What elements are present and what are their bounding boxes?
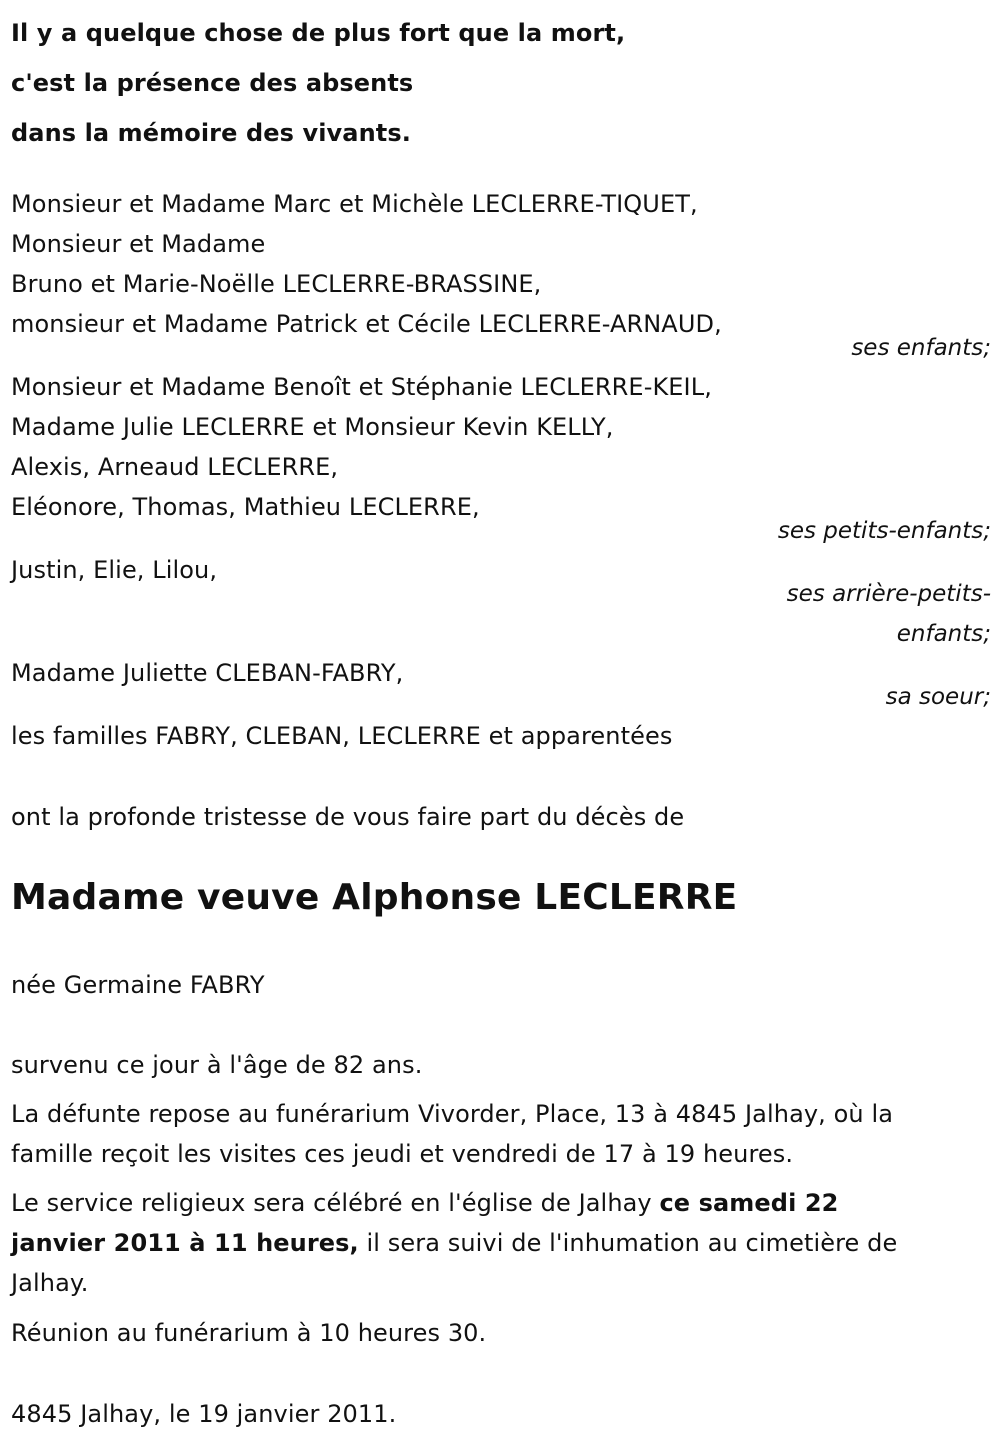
sister-block bbox=[11, 653, 991, 693]
maiden-name bbox=[11, 965, 991, 1005]
grandchildren-line: Madame Julie LECLERRE et Monsieur Kevin KELLY, bbox=[11, 413, 614, 441]
great-grandchildren-role-2: enfants; bbox=[896, 621, 991, 647]
service-line-3: Jalhay. bbox=[11, 1269, 89, 1297]
reunion-text bbox=[11, 1313, 991, 1353]
children-block bbox=[11, 184, 991, 344]
service-date-bold: ce samedi 22 bbox=[659, 1189, 839, 1217]
service-paragraph bbox=[11, 1183, 991, 1303]
maiden-name-line: née Germaine FABRY bbox=[11, 971, 265, 999]
announcement bbox=[11, 797, 991, 837]
epitaph-quote bbox=[11, 8, 625, 158]
age-line: survenu ce jour à l'âge de 82 ans. bbox=[11, 1051, 423, 1079]
quote-line-1: Il y a quelque chose de plus fort que la mort, bbox=[11, 19, 626, 47]
families-line: les familles FABRY, CLEBAN, LECLERRE et apparentées bbox=[11, 722, 673, 750]
funerarium-paragraph bbox=[11, 1094, 991, 1174]
reunion-line: Réunion au funérarium à 10 heures 30. bbox=[11, 1319, 487, 1347]
families-block bbox=[11, 716, 991, 756]
grandchildren-line: Alexis, Arneaud LECLERRE, bbox=[11, 453, 339, 481]
funerarium-line-1: La défunte repose au funérarium Vivorder, Place, 13 à 4845 Jalhay, où la bbox=[11, 1100, 894, 1128]
great-grandchildren-role-1: ses arrière-petits- bbox=[786, 581, 991, 607]
age-text bbox=[11, 1045, 991, 1085]
service-line-1-text: Le service religieux sera célébré en l'église de Jalhay bbox=[11, 1189, 660, 1217]
children-line: Monsieur et Madame Marc et Michèle LECLERRE-TIQUET, bbox=[11, 190, 698, 218]
quote-line-3: dans la mémoire des vivants. bbox=[11, 119, 411, 147]
sister-line: Madame Juliette CLEBAN-FABRY, bbox=[11, 659, 404, 687]
service-time-bold: janvier 2011 à 11 heures, bbox=[11, 1229, 359, 1257]
grandchildren-role: ses petits-enfants; bbox=[777, 518, 991, 544]
place-date bbox=[11, 1394, 991, 1434]
service-line-2 bbox=[11, 1223, 991, 1263]
grandchildren-line: Eléonore, Thomas, Mathieu LECLERRE, bbox=[11, 493, 480, 521]
grandchildren-line: Monsieur et Madame Benoît et Stéphanie LECLERRE-KEIL, bbox=[11, 373, 712, 401]
place-date-line: 4845 Jalhay, le 19 janvier 2011. bbox=[11, 1400, 397, 1428]
children-line: Monsieur et Madame bbox=[11, 230, 266, 258]
service-line-2-text: il sera suivi de l'inhumation au cimetière de bbox=[358, 1229, 898, 1257]
great-grandchildren-line: Justin, Elie, Lilou, bbox=[11, 556, 218, 584]
quote-line-2: c'est la présence des absents bbox=[11, 69, 414, 97]
deceased-name: Madame veuve Alphonse LECLERRE bbox=[11, 877, 738, 918]
sister-role: sa soeur; bbox=[885, 684, 991, 710]
service-line-1 bbox=[11, 1183, 991, 1223]
announcement-line: ont la profonde tristesse de vous faire part du décès de bbox=[11, 803, 685, 831]
funerarium-line-2: famille reçoit les visites ces jeudi et vendredi de 17 à 19 heures. bbox=[11, 1140, 794, 1168]
children-line: Bruno et Marie-Noëlle LECLERRE-BRASSINE, bbox=[11, 270, 542, 298]
children-role: ses enfants; bbox=[851, 335, 991, 361]
grandchildren-block bbox=[11, 367, 991, 527]
children-line: monsieur et Madame Patrick et Cécile LECLERRE-ARNAUD, bbox=[11, 310, 722, 338]
